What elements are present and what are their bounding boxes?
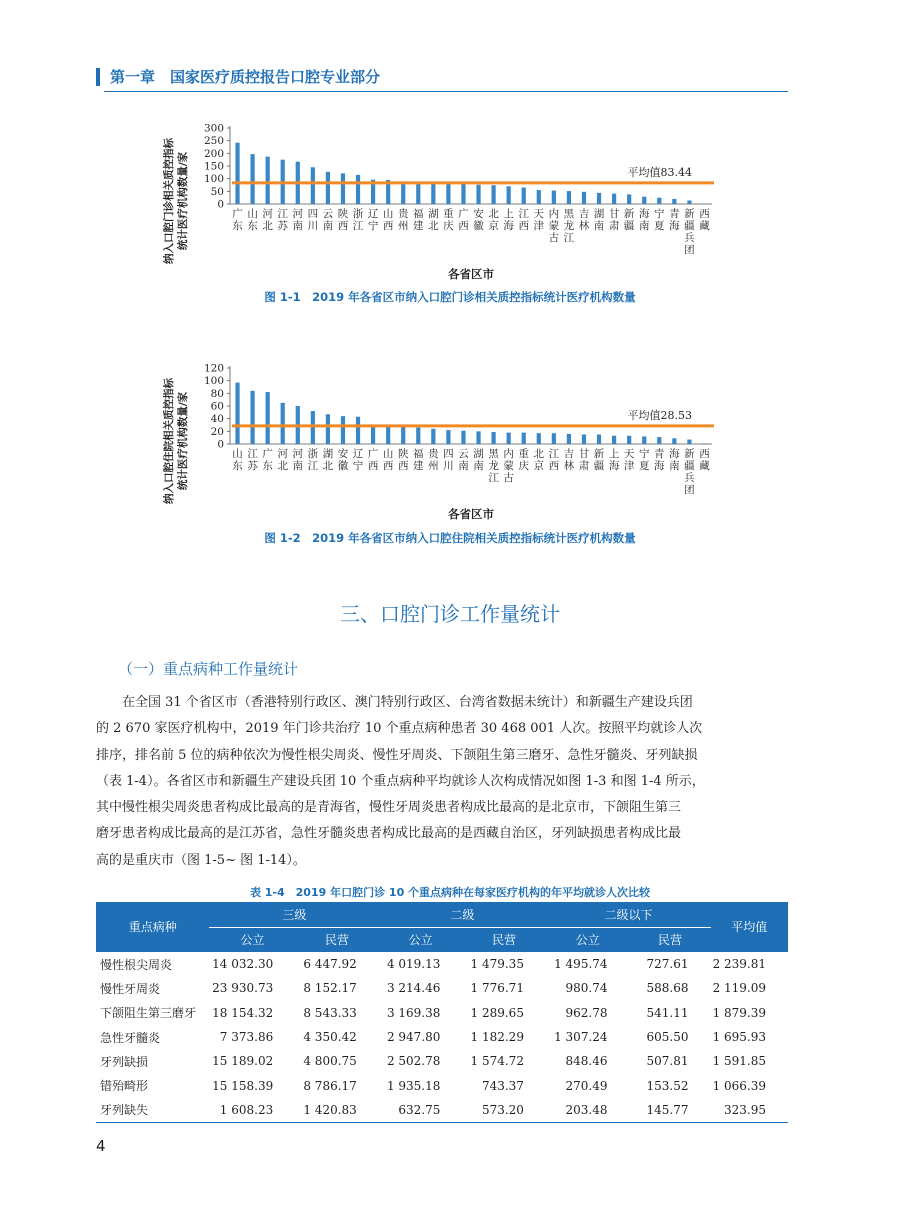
x-tick-label: 湖北	[428, 208, 439, 232]
x-tick-label: 浙江	[352, 208, 364, 232]
y-tick-label: 50	[210, 185, 224, 198]
value-cell: 8 152.17	[303, 981, 357, 996]
value-cell: 153.52	[646, 1078, 689, 1093]
x-tick-label: 山西	[382, 448, 394, 472]
bar	[446, 430, 450, 444]
y-axis-label: 统计医疗机构数量/家	[177, 391, 189, 491]
x-tick-label: 新疆	[593, 448, 605, 472]
x-tick-label: 云南	[322, 208, 334, 232]
disease-name-cell: 慢性牙周炎	[100, 981, 161, 996]
x-axis-label: 各省区市	[448, 267, 494, 281]
x-tick-label: 辽宁	[367, 208, 379, 232]
comparison-table	[96, 902, 788, 1123]
value-cell: 1 289.65	[470, 1005, 524, 1020]
chart-2	[150, 340, 750, 530]
value-cell: 3 169.38	[386, 1005, 441, 1020]
bar	[702, 203, 706, 204]
value-cell: 2 119.09	[712, 981, 766, 996]
x-tick-label: 山东	[232, 448, 243, 472]
header-accent-bar	[96, 68, 100, 86]
y-tick-label: 80	[210, 387, 224, 400]
value-cell: 14 032.30	[212, 957, 274, 972]
value-cell: 8 786.17	[303, 1078, 357, 1093]
value-cell: 23 930.73	[212, 981, 274, 996]
chart-1	[150, 100, 750, 290]
value-cell: 1 420.83	[295, 1098, 379, 1122]
header-rule	[104, 91, 788, 92]
x-tick-label: 河北	[262, 208, 273, 232]
value-cell: 1 879.39	[712, 1005, 766, 1020]
bar	[642, 197, 646, 204]
bar	[250, 154, 254, 204]
bar	[235, 143, 239, 204]
table-row	[96, 1001, 788, 1025]
bar	[416, 428, 420, 444]
bar	[567, 191, 571, 204]
value-cell: 4 350.42	[303, 1030, 357, 1045]
bar	[401, 427, 405, 444]
x-tick-label: 北京	[488, 208, 499, 232]
y-tick-label: 60	[210, 400, 224, 413]
x-tick-label: 四川	[307, 208, 319, 232]
bar	[687, 200, 691, 204]
bar	[341, 416, 345, 444]
x-tick-label: 浙江	[307, 448, 319, 472]
bar	[522, 433, 526, 444]
bar	[250, 391, 254, 444]
chart-1-svg	[150, 100, 750, 290]
x-tick-label: 四川	[443, 448, 454, 472]
table-row	[96, 952, 788, 976]
bar	[386, 426, 390, 444]
x-tick-label: 吉林	[578, 208, 590, 232]
x-tick-label: 重庆	[518, 448, 529, 472]
bar	[356, 417, 360, 444]
bar	[687, 440, 691, 444]
value-cell: 4 019.13	[386, 957, 441, 972]
value-cell: 1 182.29	[470, 1030, 524, 1045]
value-cell: 6 447.92	[303, 957, 357, 972]
x-tick-label: 河南	[292, 208, 304, 232]
value-cell: 4 800.75	[303, 1054, 357, 1069]
x-tick-label: 黑龙江	[563, 208, 575, 244]
value-cell: 743.37	[481, 1078, 524, 1093]
value-cell: 8 543.33	[303, 1005, 357, 1020]
x-tick-label: 新疆兵团	[684, 448, 695, 496]
bar	[416, 182, 420, 204]
value-cell: 15 158.39	[212, 1078, 274, 1093]
bar	[326, 414, 330, 444]
disease-name-cell: 牙列缺损	[100, 1054, 149, 1069]
chapter-title: 第一章 国家医疗质控报告口腔专业部分	[110, 68, 381, 86]
bar	[552, 191, 556, 204]
x-tick-label: 河北	[277, 448, 288, 472]
average-label: 平均值28.53	[627, 408, 692, 422]
chart-1-caption: 图 1-1 2019 年各省区市纳入口腔门诊相关质控指标统计医疗机构数量	[264, 290, 636, 304]
bar	[567, 434, 571, 444]
x-tick-label: 陕西	[397, 448, 409, 472]
x-tick-label: 贵州	[397, 208, 409, 232]
bar	[507, 433, 511, 444]
value-cell: 588.68	[646, 981, 689, 996]
y-tick-label: 0	[217, 198, 224, 211]
y-tick-label: 150	[203, 160, 224, 173]
bar	[371, 425, 375, 444]
x-tick-label: 青海	[669, 208, 680, 232]
table-row	[96, 1098, 788, 1122]
x-tick-label: 云南	[458, 448, 469, 472]
x-tick-label: 辽宁	[352, 448, 364, 472]
chart-2-caption: 图 1-2 2019 年各省区市纳入口腔住院相关质控指标统计医疗机构数量	[264, 531, 636, 545]
y-tick-label: 300	[203, 122, 224, 135]
disease-name-cell: 错殆畸形	[100, 1079, 149, 1094]
bar	[491, 432, 495, 444]
value-cell: 1 574.72	[470, 1054, 524, 1069]
bar	[552, 433, 556, 444]
x-tick-label: 宁夏	[654, 208, 665, 232]
value-cell: 1 695.93	[712, 1030, 766, 1045]
y-axis-label: 纳入口腔住院相关质控指标	[163, 378, 175, 504]
bar	[672, 438, 676, 444]
x-tick-label: 上海	[503, 208, 514, 232]
value-cell: 962.78	[565, 1005, 608, 1020]
bar	[356, 175, 360, 204]
header-public: 公立	[379, 927, 463, 952]
y-tick-label: 100	[203, 375, 224, 388]
x-tick-label: 天津	[623, 448, 635, 472]
x-tick-label: 海南	[638, 208, 650, 232]
page-number: 4	[96, 1137, 106, 1155]
value-cell: 323.95	[711, 1098, 789, 1122]
value-cell: 270.49	[565, 1078, 608, 1093]
table-caption: 表 1-4 2019 年口腔门诊 10 个重点病种在每家医疗机构的年平均就诊人次比较	[249, 886, 651, 899]
value-cell: 507.81	[646, 1054, 689, 1069]
paragraph-line: 在全国 31 个省区市（香港特别行政区、澳门特别行政区、台湾省数据未统计）和新疆生产建设兵团	[96, 695, 693, 710]
section-title: 三、口腔门诊工作量统计	[340, 602, 560, 626]
bar	[522, 188, 526, 204]
bar	[582, 192, 586, 204]
x-tick-label: 福建	[413, 208, 424, 232]
value-cell: 1 608.23	[210, 1098, 295, 1122]
chart-2-svg	[150, 340, 750, 530]
bar	[612, 194, 616, 204]
bar	[461, 431, 465, 444]
x-tick-label: 江西	[518, 208, 529, 232]
value-cell: 541.11	[646, 1005, 689, 1020]
bar	[401, 181, 405, 204]
disease-name-cell: 急性牙髓炎	[100, 1030, 161, 1045]
value-cell: 15 189.02	[212, 1054, 274, 1069]
header-average: 平均值	[711, 902, 789, 952]
x-tick-label: 福建	[413, 448, 424, 472]
value-cell: 848.46	[565, 1054, 608, 1069]
bar	[657, 437, 661, 444]
x-tick-label: 安徽	[337, 448, 349, 472]
paragraph-line: 的 2 670 家医疗机构中，2019 年门诊共治疗 10 个重点病种患者 30 468 001 人次。按照平均就诊人次	[96, 721, 703, 737]
y-tick-label: 200	[203, 147, 224, 160]
header-private: 民营	[295, 927, 379, 952]
x-tick-label: 甘肃	[578, 448, 590, 472]
x-tick-label: 黑龙江	[488, 448, 499, 484]
bar	[507, 186, 511, 204]
value-cell: 1 591.85	[712, 1054, 766, 1069]
disease-name-cell: 下颌阻生第三磨牙	[100, 1006, 197, 1021]
x-tick-label: 江西	[548, 448, 560, 472]
bar	[627, 194, 631, 204]
bar	[431, 182, 435, 204]
bar	[446, 183, 450, 204]
bar	[642, 436, 646, 444]
x-tick-label: 西藏	[699, 448, 710, 472]
bar	[311, 411, 315, 444]
bar	[597, 435, 601, 445]
value-cell: 1 066.39	[712, 1078, 766, 1093]
bar	[657, 198, 661, 204]
x-tick-label: 甘肃	[608, 208, 620, 232]
y-tick-label: 120	[203, 362, 224, 375]
average-label: 平均值83.44	[627, 165, 692, 179]
x-tick-label: 陕西	[337, 208, 349, 232]
header-private: 民营	[630, 927, 711, 952]
x-tick-label: 江苏	[277, 208, 288, 232]
x-tick-label: 安徽	[473, 208, 484, 232]
disease-name-cell: 慢性根尖周炎	[100, 957, 173, 972]
y-tick-label: 250	[203, 135, 224, 148]
table-row	[96, 1025, 788, 1049]
bar	[612, 436, 616, 444]
bar	[627, 436, 631, 444]
value-cell: 1 307.24	[554, 1030, 608, 1045]
x-axis-label: 各省区市	[448, 507, 494, 521]
y-tick-label: 100	[203, 173, 224, 186]
bar	[537, 190, 541, 204]
x-tick-label: 湖南	[473, 448, 484, 472]
value-cell: 145.77	[630, 1098, 711, 1122]
x-tick-label: 上海	[608, 448, 620, 472]
bar	[326, 172, 330, 204]
header-group-primary: 二级以下	[546, 902, 711, 927]
header-public: 公立	[546, 927, 630, 952]
table-body	[96, 952, 788, 1122]
x-tick-label: 山东	[247, 208, 258, 232]
table-row	[96, 976, 788, 1000]
bar	[672, 199, 676, 204]
x-tick-label: 山西	[382, 208, 394, 232]
x-tick-label: 广西	[458, 208, 469, 232]
bar	[431, 429, 435, 444]
y-tick-label: 40	[210, 413, 224, 426]
bar	[476, 185, 480, 204]
bar	[266, 392, 270, 444]
x-tick-label: 重庆	[443, 208, 454, 232]
x-tick-label: 广东	[262, 448, 273, 472]
value-cell: 2 502.78	[386, 1054, 441, 1069]
header-group-tertiary: 三级	[210, 902, 379, 927]
value-cell: 2 947.80	[386, 1030, 441, 1045]
bar	[582, 435, 586, 445]
x-tick-label: 宁夏	[638, 448, 650, 472]
bar	[461, 183, 465, 204]
bar	[235, 383, 239, 444]
x-tick-label: 湖南	[593, 208, 605, 232]
paragraph-line: 磨牙患者构成比最高的是江苏省，急性牙髓炎患者构成比最高的是西藏自治区，牙列缺损患者构成比最	[96, 826, 682, 842]
table-row	[96, 1049, 788, 1073]
bar	[341, 173, 345, 204]
value-cell: 1 479.35	[470, 957, 524, 972]
x-tick-label: 广东	[232, 208, 243, 232]
x-tick-label: 新疆兵团	[684, 208, 695, 256]
y-tick-label: 0	[217, 438, 224, 451]
x-tick-label: 内蒙古	[548, 208, 560, 244]
x-tick-label: 海南	[669, 448, 680, 472]
section-subtitle: （一）重点病种工作量统计	[118, 660, 299, 678]
value-cell: 7 373.86	[219, 1030, 274, 1045]
value-cell: 18 154.32	[212, 1005, 274, 1020]
value-cell: 203.48	[546, 1098, 630, 1122]
header-public: 公立	[210, 927, 295, 952]
value-cell: 1 935.18	[386, 1078, 441, 1093]
value-cell: 632.75	[379, 1098, 463, 1122]
x-tick-label: 青海	[654, 448, 665, 472]
bar	[597, 193, 601, 204]
header-private: 民营	[462, 927, 546, 952]
paragraph-line: 其中慢性根尖周炎患者构成比最高的是青海省，慢性牙周炎患者构成比最高的是北京市，下颌阻生第三	[96, 800, 682, 816]
bar	[491, 185, 495, 204]
bar	[266, 157, 270, 204]
bar	[537, 433, 541, 444]
paragraph-line: 排序，排名前 5 位的病种依次为慢性根尖周炎、慢性牙周炎、下颌阻生第三磨牙、急性牙髓炎、牙列缺损	[96, 747, 698, 763]
header-group-secondary: 二级	[379, 902, 546, 927]
paragraph-line: 高的是重庆市（图 1-5~ 图 1-14）。	[96, 852, 306, 868]
body-paragraph	[96, 690, 788, 874]
x-tick-label: 广西	[367, 448, 379, 472]
x-tick-label: 吉林	[563, 448, 575, 472]
value-cell: 980.74	[565, 981, 608, 996]
value-cell: 1 776.71	[470, 981, 524, 996]
x-tick-label: 江苏	[247, 448, 258, 472]
x-tick-label: 新疆	[623, 208, 635, 232]
table-row	[96, 1073, 788, 1097]
value-cell: 727.61	[646, 957, 689, 972]
x-tick-label: 贵州	[428, 448, 439, 472]
value-cell: 2 239.81	[712, 957, 766, 972]
value-cell: 573.20	[462, 1098, 546, 1122]
y-axis-label: 纳入口腔门诊相关质控指标	[163, 138, 175, 264]
bar	[281, 403, 285, 444]
header-disease: 重点病种	[96, 902, 210, 952]
x-tick-label: 内蒙古	[503, 448, 514, 484]
x-tick-label: 北京	[533, 448, 545, 472]
x-tick-label: 河南	[292, 448, 304, 472]
bar	[311, 167, 315, 204]
chapter-header	[96, 62, 788, 92]
y-tick-label: 20	[210, 425, 224, 438]
x-tick-label: 湖北	[322, 448, 334, 472]
y-axis-label: 统计医疗机构数量/家	[177, 151, 189, 251]
bar	[702, 443, 706, 444]
value-cell: 1 495.74	[554, 957, 608, 972]
x-tick-label: 天津	[533, 208, 545, 232]
disease-name-cell: 牙列缺失	[96, 1098, 210, 1122]
paragraph-line: （表 1-4）。各省区市和新疆生产建设兵团 10 个重点病种平均就诊人次构成情况如图 1-3 和图 1-4 所示，	[96, 773, 705, 789]
bar	[476, 431, 480, 444]
value-cell: 3 214.46	[386, 981, 441, 996]
value-cell: 605.50	[646, 1030, 689, 1045]
x-tick-label: 西藏	[699, 208, 710, 232]
